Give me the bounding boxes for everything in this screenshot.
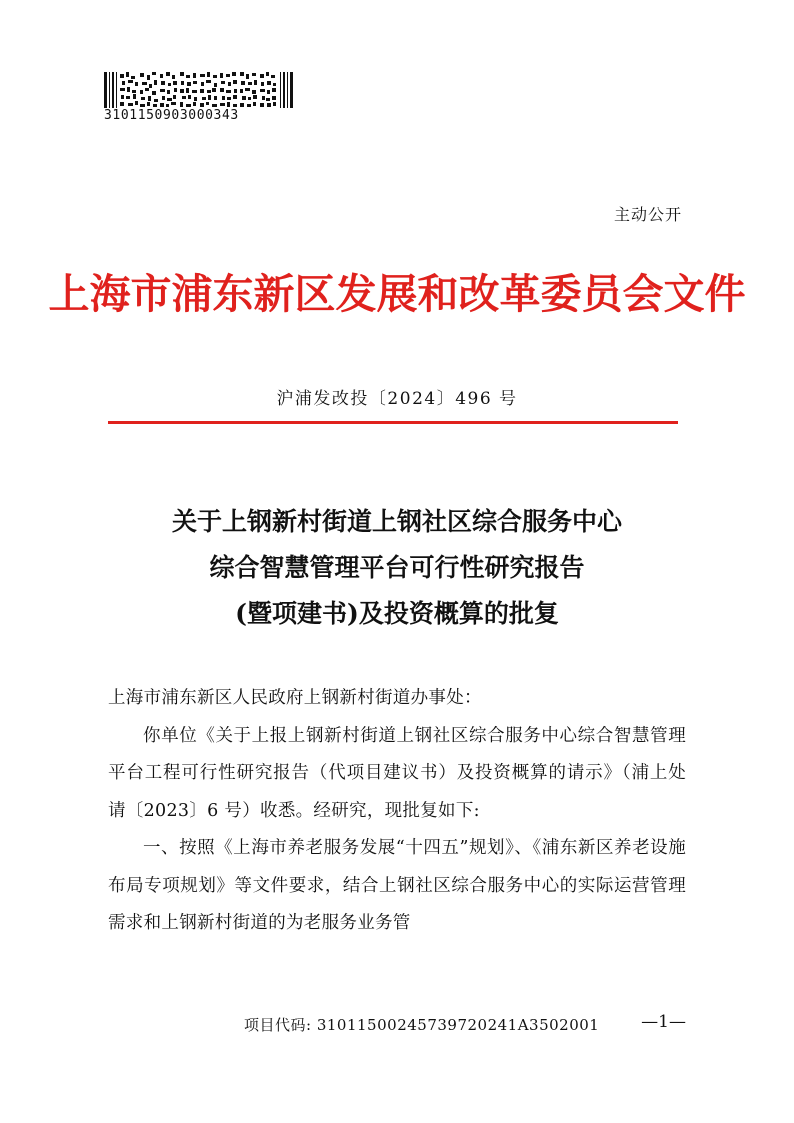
- title-line-2: 综合智慧管理平台可行性研究报告: [209, 553, 585, 582]
- document-number: 沪浦发改投〔2024〕496 号: [276, 389, 518, 409]
- title-line-1: 关于上钢新村街道上钢社区综合服务中心: [171, 507, 622, 536]
- red-divider: [108, 421, 678, 424]
- project-code-label: 项目代码:: [244, 1016, 312, 1034]
- page-number: —1—: [641, 1012, 686, 1032]
- barcode: [104, 72, 294, 108]
- barcode-number: 3101150903000343: [104, 108, 239, 123]
- addressee: 上海市浦东新区人民政府上钢新村街道办事处：: [108, 688, 482, 708]
- body-paragraph-2: 一、按照《上海市养老服务发展“十四五”规划》、《浦东新区养老设施布局专项规划》等文件要求，结合上钢社区综合服务中心的实际运营管理需求和上钢新村街道的为老服务业务管: [108, 838, 686, 933]
- project-code: [244, 1014, 599, 1035]
- project-code-value: 31011500245739720241A3502001: [316, 1016, 600, 1034]
- body-paragraph-1: 你单位《关于上报上钢新村街道上钢社区综合服务中心综合智慧管理平台工程可行性研究报告（代项目建议书）及投资概算的请示》（浦上处请〔2023〕6 号）收悉。经研究，现批复如下:: [108, 725, 686, 821]
- document-title: [0, 499, 794, 637]
- document-body: [108, 680, 686, 943]
- issuer-header: 上海市浦东新区发展和改革委员会文件: [48, 270, 746, 318]
- disclosure-label: 主动公开: [613, 205, 682, 224]
- title-line-3: (暨项建书)及投资概算的批复: [235, 599, 559, 628]
